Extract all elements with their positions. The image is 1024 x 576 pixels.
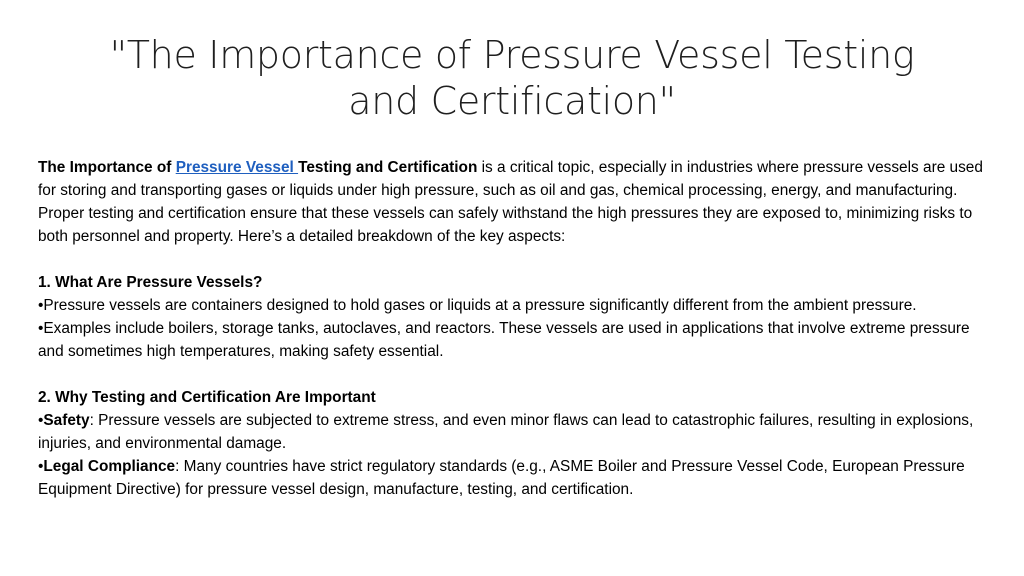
- slide-title-line-2: and Certification": [348, 79, 676, 123]
- section-1-heading: 1. What Are Pressure Vessels?: [38, 274, 263, 291]
- legal-compliance-label: Legal Compliance: [43, 458, 176, 475]
- slide-body: [38, 156, 990, 501]
- bullet-marker: •: [38, 458, 44, 475]
- bullet-marker: •: [38, 412, 44, 429]
- pressure-vessel-link[interactable]: Pressure Vessel: [175, 159, 299, 176]
- section-1-bullet-2: •Examples include boilers, storage tanks, autoclaves, and reactors. These vessels are used in applications that involve extreme pressure and sometimes high temperatures, making safety essential.: [38, 320, 970, 360]
- intro-paragraph: [38, 156, 990, 248]
- section-2-bullet-safety: [38, 409, 990, 455]
- spacer: [38, 363, 990, 386]
- intro-bold-lead: The Importance of: [38, 159, 176, 176]
- spacer: [38, 248, 990, 271]
- safety-text: : Pressure vessels are subjected to extreme stress, and even minor flaws can lead to catastrophic failures, resulting in explosions, injuries, and environmental damage.: [38, 412, 974, 452]
- section-2-heading: 2. Why Testing and Certification Are Important: [38, 389, 376, 406]
- slide-title-line-1: "The Importance of Pressure Vessel Testing: [109, 33, 915, 77]
- section-2-bullet-legal: [38, 455, 990, 501]
- intro-text: is a critical topic, especially in industries where pressure vessels are used for storing and transporting gases or liquids under high pressure, such as oil and gas, chemical processing, energy, and manufacturing. Proper testing and certification ensure that these vessels can safely withstand the high pressures they are exposed to, minimizing risks to both personnel and property. Here’s a detailed breakdown of the key aspects:: [38, 159, 983, 245]
- legal-compliance-text: : Many countries have strict regulatory standards (e.g., ASME Boiler and Pressure Vessel Code, European Pressure Equipment Directive) for pressure vessel design, manufacture, testing, and certification.: [38, 458, 965, 498]
- section-1-bullet-1: •Pressure vessels are containers designed to hold gases or liquids at a pressure significantly different from the ambient pressure.: [38, 297, 917, 314]
- safety-label: Safety: [43, 412, 90, 429]
- slide-title: [60, 32, 964, 124]
- intro-bold-tail: Testing and Certification: [298, 159, 478, 176]
